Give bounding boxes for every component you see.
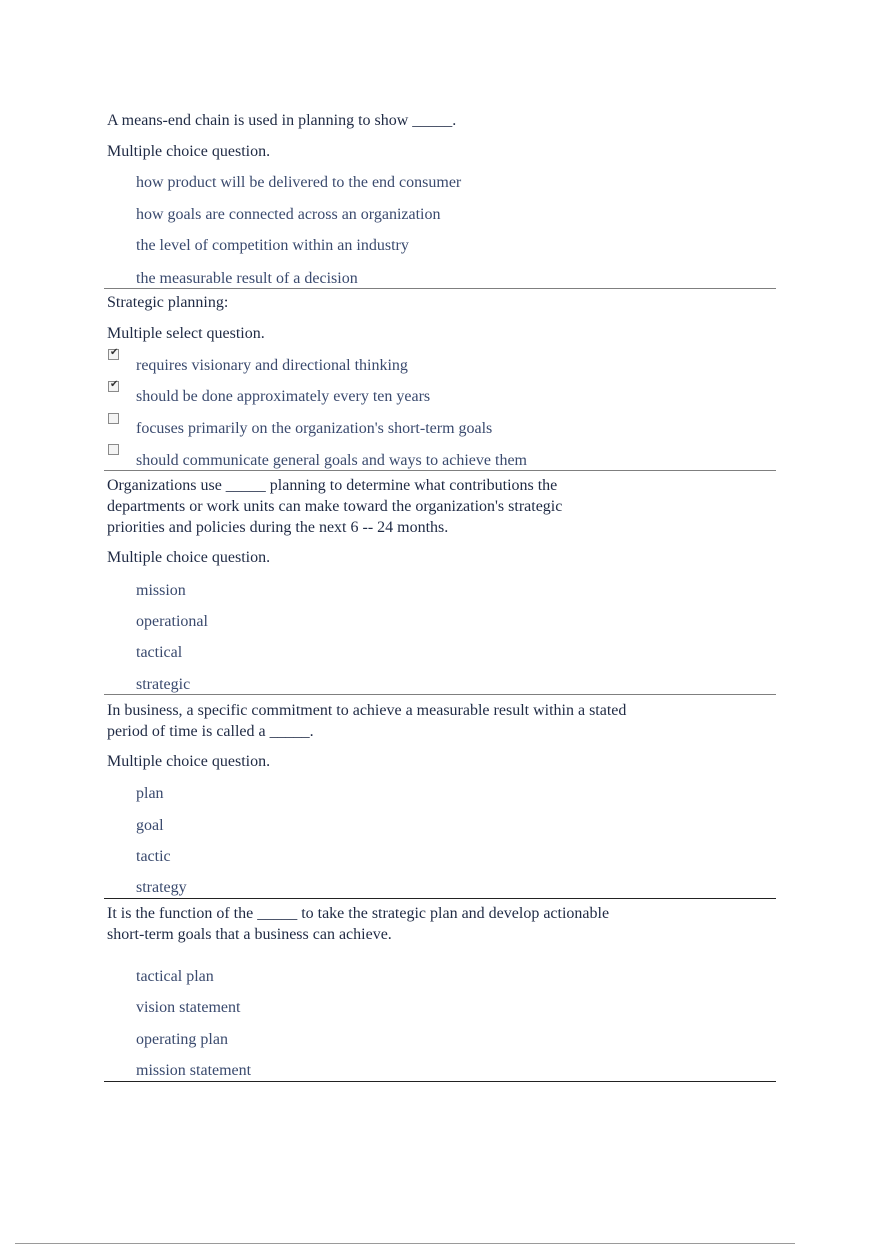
q2-checkbox-2[interactable]	[108, 381, 119, 392]
checkmark-icon: ✔	[110, 347, 119, 358]
q2-checkbox-4[interactable]	[108, 444, 119, 455]
q1-option-3[interactable]: the level of competition within an industry	[136, 237, 409, 254]
divider	[104, 288, 776, 289]
question-5-text-line-1: It is the function of the _____ to take the strategic plan and develop actionable	[107, 905, 610, 922]
q1-option-2[interactable]: how goals are connected across an organization	[136, 206, 441, 223]
q2-option-1[interactable]: requires visionary and directional thinking	[136, 357, 408, 374]
q4-option-1[interactable]: plan	[136, 785, 164, 802]
question-3-type: Multiple choice question.	[107, 549, 271, 566]
question-2-text: Strategic planning:	[107, 294, 229, 311]
divider	[104, 898, 776, 899]
question-3-text-line-2: departments or work units can make toward the organization's strategic	[107, 498, 563, 515]
q5-option-1[interactable]: tactical plan	[136, 968, 214, 985]
question-3-text-line-3: priorities and policies during the next 6 -- 24 months.	[107, 519, 449, 536]
q1-option-1[interactable]: how product will be delivered to the end consumer	[136, 174, 462, 191]
divider	[104, 1081, 776, 1082]
q3-option-2[interactable]: operational	[136, 613, 208, 630]
question-1-type: Multiple choice question.	[107, 143, 271, 160]
question-4-text-line-1: In business, a specific commitment to achieve a measurable result within a stated	[107, 702, 627, 719]
q2-checkbox-1[interactable]	[108, 349, 119, 360]
question-3-text-line-1: Organizations use _____ planning to determine what contributions the	[107, 477, 558, 494]
footer-rule	[15, 1243, 795, 1244]
q2-option-2[interactable]: should be done approximately every ten years	[136, 388, 431, 405]
question-2-type: Multiple select question.	[107, 325, 265, 342]
q5-option-3[interactable]: operating plan	[136, 1031, 228, 1048]
divider	[104, 470, 776, 471]
question-1-text: A means-end chain is used in planning to show _____.	[107, 112, 457, 129]
q4-option-4[interactable]: strategy	[136, 879, 187, 896]
q3-option-3[interactable]: tactical	[136, 644, 183, 661]
q5-option-2[interactable]: vision statement	[136, 999, 241, 1016]
q3-option-4[interactable]: strategic	[136, 676, 191, 693]
question-4-text-line-2: period of time is called a _____.	[107, 723, 314, 740]
checkmark-icon: ✔	[110, 379, 119, 390]
q2-checkbox-3[interactable]	[108, 413, 119, 424]
q2-option-4[interactable]: should communicate general goals and ways to achieve them	[136, 452, 527, 469]
q5-option-4[interactable]: mission statement	[136, 1062, 252, 1079]
divider	[104, 694, 776, 695]
q2-option-3[interactable]: focuses primarily on the organization's short-term goals	[136, 420, 493, 437]
q4-option-2[interactable]: goal	[136, 817, 164, 834]
q4-option-3[interactable]: tactic	[136, 848, 171, 865]
question-5-text-line-2: short-term goals that a business can achieve.	[107, 926, 392, 943]
q3-option-1[interactable]: mission	[136, 582, 186, 599]
question-4-type: Multiple choice question.	[107, 753, 271, 770]
q1-option-4[interactable]: the measurable result of a decision	[136, 270, 358, 287]
